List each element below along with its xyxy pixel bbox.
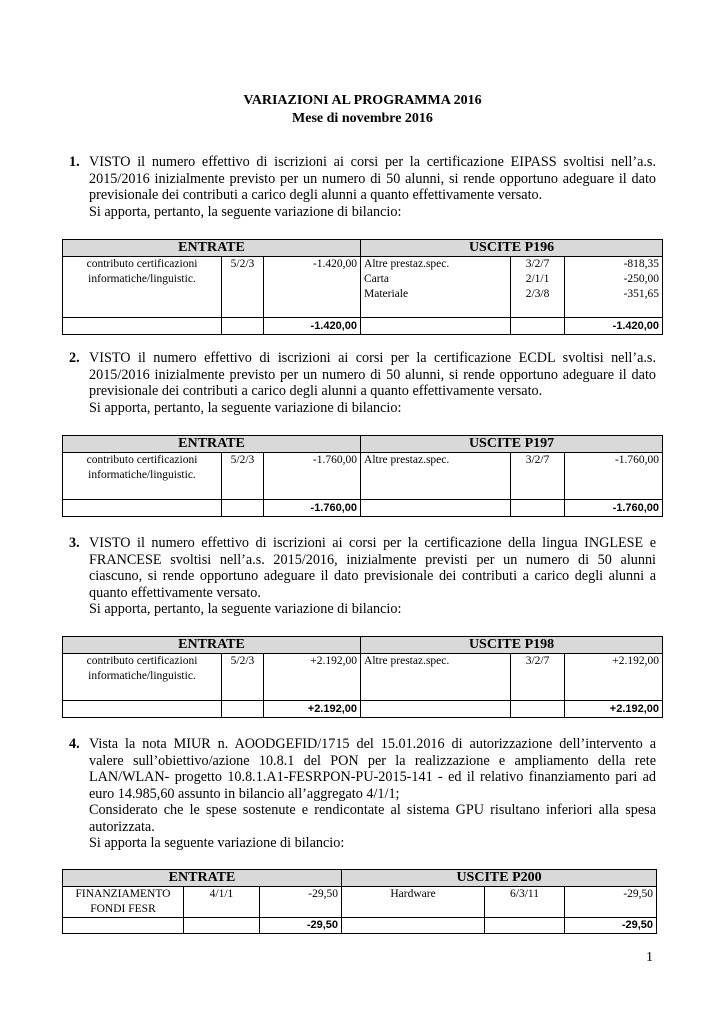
uscita-amount: -818,35 xyxy=(623,258,660,270)
entrate-total: +2.192,00 xyxy=(264,701,361,718)
entrata-description: contributo certificazioni informatiche/linguistic. xyxy=(63,257,222,318)
entrata-amount: -1.420,00 xyxy=(264,257,361,318)
entrate-total: -29,50 xyxy=(260,918,342,934)
section-1 xyxy=(62,154,656,220)
uscita-amount: -351,65 xyxy=(623,288,660,300)
entrata-amount: -29,50 xyxy=(260,887,342,918)
uscita-amount: -250,00 xyxy=(623,273,660,285)
section-text: VISTO il numero effettivo di iscrizioni ai corsi per la certificazione della lingua INGLESE e FRANCESE svoltisi nell’a.s. 2015/2016, inizialmente previsti per un numero di 50 alunni ciascuno, si rende opportuno adeguare il dato previsionale dei contributi a carico degli alunni a quanto effettivamente versato. xyxy=(89,535,656,601)
entrate-total: -1.420,00 xyxy=(264,318,361,335)
section-number: 1. xyxy=(69,154,80,170)
section-number: 4. xyxy=(69,736,80,752)
entrata-description: contributo certificazioni informatiche/linguistic. xyxy=(63,654,222,701)
section-2 xyxy=(62,350,656,416)
section-apporta: Si apporta la seguente variazione di bilancio: xyxy=(89,835,345,851)
document-subtitle: Mese di novembre 2016 xyxy=(292,111,433,126)
document-title: VARIAZIONI AL PROGRAMMA 2016 xyxy=(243,93,482,108)
uscite-total: -1.420,00 xyxy=(565,318,663,335)
uscita-description: Hardware xyxy=(342,887,485,918)
page-number: 1 xyxy=(646,950,653,965)
entrate-total: -1.760,00 xyxy=(264,500,361,517)
budget-table-1 xyxy=(62,239,663,335)
section-apporta: Si apporta, pertanto, la seguente variazione di bilancio: xyxy=(89,203,402,220)
uscita-description: Altre prestaz.spec. xyxy=(361,654,511,701)
uscita-code: 3/2/7 xyxy=(511,654,565,701)
entrata-amount: -1.760,00 xyxy=(264,453,361,500)
uscita-code: 3/2/7 xyxy=(511,453,565,500)
entrate-header: ENTRATE xyxy=(63,870,342,887)
section-3 xyxy=(62,535,656,618)
uscite-total: -29,50 xyxy=(565,918,657,934)
entrate-header: ENTRATE xyxy=(63,436,361,453)
uscita-code: 3/2/7 xyxy=(525,258,550,270)
entrata-code: 5/2/3 xyxy=(222,654,264,701)
uscite-header: USCITE P197 xyxy=(361,436,663,453)
section-text: Vista la nota MIUR n. AOODGEFID/1715 del 15.01.2016 di autorizzazione dell’intervento a valere sull’obiettivo/azione 10.8.1 del PON per la realizzazione e ampliamento della rete LAN/WLAN- progetto 10.8.1.A1-FESRPON-PU-2015-141 - ed il relativo finanziamento pari ad euro 14.985,60 assunto in bilancio all’aggregato 4/1/1; xyxy=(89,736,656,802)
section-text: VISTO il numero effettivo di iscrizioni ai corsi per la certificazione EIPASS svoltisi nell’a.s. 2015/2016 inizialmente previsto per un numero di 50 alunni, si rende opportuno adeguare il dato previsionale dei contributi a carico degli alunni a quanto effettivamente versato. xyxy=(89,154,656,203)
uscita-description: Altre prestaz.spec. xyxy=(361,453,511,500)
budget-table-2 xyxy=(62,435,663,517)
entrata-code: 5/2/3 xyxy=(222,257,264,318)
uscita-description: Materiale xyxy=(364,288,409,300)
entrata-description: contributo certificazioni informatiche/linguistic. xyxy=(63,453,222,500)
section-text-2: Considerato che le spese sostenute e rendicontate al sistema GPU risultano inferiori alla spesa autorizzata. xyxy=(89,802,656,835)
entrata-code: 4/1/1 xyxy=(184,887,260,918)
entrata-code: 5/2/3 xyxy=(222,453,264,500)
section-number: 3. xyxy=(69,535,80,551)
uscite-header: USCITE P198 xyxy=(361,637,663,654)
uscita-code: 2/3/8 xyxy=(525,288,550,300)
uscite-header: USCITE P196 xyxy=(361,240,663,257)
uscita-amount: -1.760,00 xyxy=(565,453,663,500)
entrata-description: FINANZIAMENTO FONDI FESR xyxy=(63,887,184,918)
entrate-header: ENTRATE xyxy=(63,240,361,257)
uscite-total: +2.192,00 xyxy=(565,701,663,718)
uscita-code: 6/3/11 xyxy=(485,887,565,918)
uscita-amount: +2.192,00 xyxy=(565,654,663,701)
section-4 xyxy=(62,736,656,852)
uscita-description: Carta xyxy=(364,273,389,285)
uscita-code: 2/1/1 xyxy=(525,273,550,285)
uscita-description: Altre prestaz.spec. xyxy=(364,258,450,270)
section-text: VISTO il numero effettivo di iscrizioni ai corsi per la certificazione ECDL svoltisi nell’a.s. 2015/2016 inizialmente previsto per un numero di 50 alunni, si rende opportuno adeguare il dato previsionale dei contributi a carico degli alunni a quanto effettivamente versato. xyxy=(89,350,656,399)
uscita-amount: -29,50 xyxy=(565,887,657,918)
budget-table-3 xyxy=(62,636,663,718)
uscite-header: USCITE P200 xyxy=(342,870,657,887)
section-apporta: Si apporta, pertanto, la seguente variazione di bilancio: xyxy=(89,601,402,617)
section-number: 2. xyxy=(69,350,80,366)
entrate-header: ENTRATE xyxy=(63,637,361,654)
uscite-total: -1.760,00 xyxy=(565,500,663,517)
section-apporta: Si apporta, pertanto, la seguente variazione di bilancio: xyxy=(89,399,402,416)
budget-table-4 xyxy=(62,869,657,934)
entrata-amount: +2.192,00 xyxy=(264,654,361,701)
